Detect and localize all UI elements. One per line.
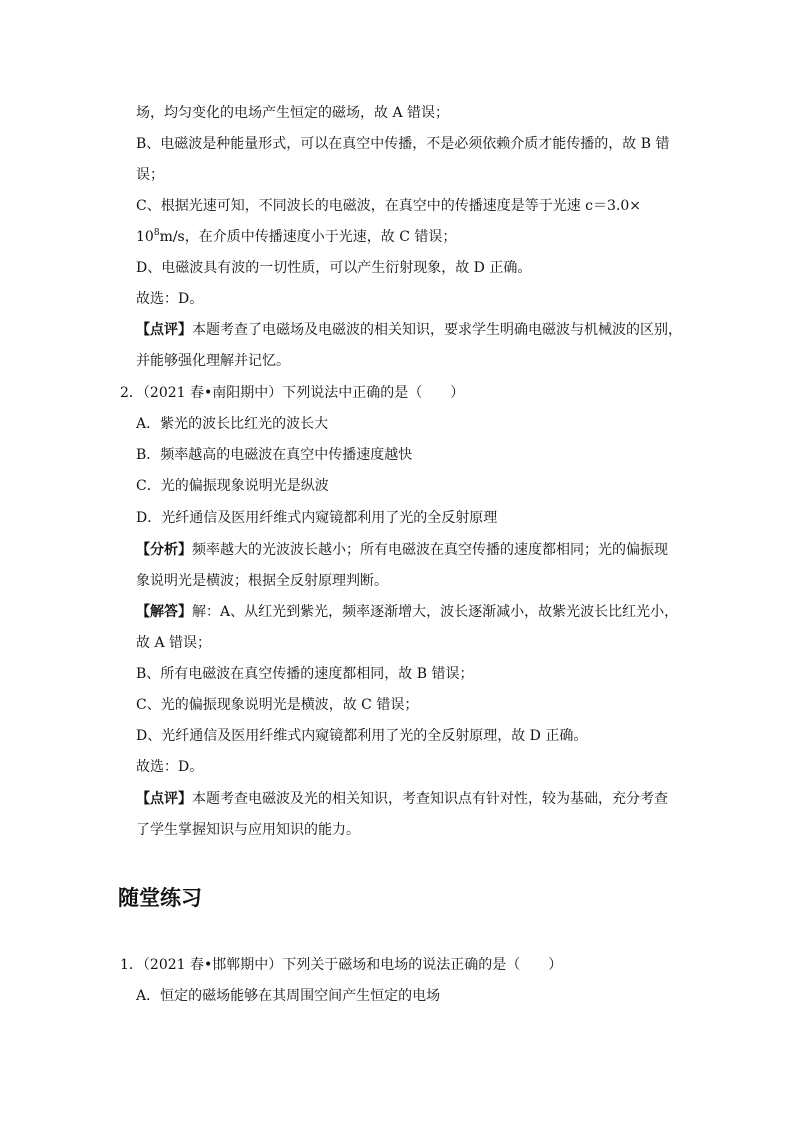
analysis-line: 象说明光是横波；根据全反射原理判断。 <box>136 573 388 589</box>
option-a: A．恒定的磁场能够在其周围空间产生恒定的电场 <box>136 988 441 1004</box>
solution-line: B、电磁波是种能量形式，可以在真空中传播，不是必须依赖介质才能传播的，故 B 错 <box>136 136 670 152</box>
exponent: 8 <box>153 228 160 238</box>
review-tag: 【点评】 <box>136 322 192 338</box>
review-line: 了学生掌握知识与应用知识的能力。 <box>136 822 360 838</box>
solution-line: D、光纤通信及医用纤维式内窥镜都利用了光的全反射原理，故 D 正确。 <box>136 728 588 744</box>
solution-line: 故 A 错误； <box>136 635 212 651</box>
review-line: 并能够强化理解并记忆。 <box>136 353 290 369</box>
solution-line <box>136 228 456 246</box>
question-stem: 1．（2021 春•邯郸期中）下列关于磁场和电场的说法正确的是（ ） <box>120 957 563 973</box>
solution-line: C、根据光速可知，不同波长的电磁波，在真空中的传播速度是等于光速 c＝3.0× <box>136 198 641 214</box>
solution-text: 解：A、从红光到紫光，频率逐渐增大，波长逐渐减小，故紫光波长比红光小， <box>192 604 679 620</box>
option-c: C．光的偏振现象说明光是纵波 <box>136 478 329 494</box>
analysis-tag: 【分析】 <box>136 542 192 558</box>
solution-line: C、光的偏振现象说明光是横波，故 C 错误； <box>136 697 419 713</box>
solution-tag: 【解答】 <box>136 604 192 620</box>
number-base: 10 <box>136 229 154 245</box>
option-a: A．紫光的波长比红光的波长大 <box>136 416 329 432</box>
solution-line: 误； <box>136 167 164 183</box>
review-line <box>136 321 682 339</box>
answer-line: 故选：D。 <box>136 759 204 775</box>
section-heading: 随堂练习 <box>118 886 202 910</box>
answer-line: 故选：D。 <box>136 291 204 307</box>
review-text: 本题考查了电磁场及电磁波的相关知识，要求学生明确电磁波与机械波的区别， <box>192 322 682 338</box>
analysis-line <box>136 541 668 559</box>
option-d: D．光纤通信及医用纤维式内窥镜都利用了光的全反射原理 <box>136 510 498 526</box>
solution-line: 场，均匀变化的电场产生恒定的磁场，故 A 错误； <box>136 105 450 121</box>
solution-line: B、所有电磁波在真空传播的速度都相同，故 B 错误； <box>136 666 474 682</box>
solution-line: D、电磁波具有波的一切性质，可以产生衍射现象，故 D 正确。 <box>136 260 532 276</box>
solution-text: m/s，在介质中传播速度小于光速，故 C 错误； <box>159 229 457 245</box>
option-b: B．频率越高的电磁波在真空中传播速度越快 <box>136 447 413 463</box>
review-line <box>136 790 668 808</box>
question-stem: 2．（2021 春•南阳期中）下列说法中正确的是（ ） <box>120 385 465 401</box>
review-text: 本题考查电磁波及光的相关知识，考查知识点有针对性，较为基础，充分考查 <box>192 791 668 807</box>
solution-line <box>136 603 678 621</box>
review-tag: 【点评】 <box>136 791 192 807</box>
analysis-text: 频率越大的光波波长越小；所有电磁波在真空传播的速度都相同；光的偏振现 <box>192 542 668 558</box>
